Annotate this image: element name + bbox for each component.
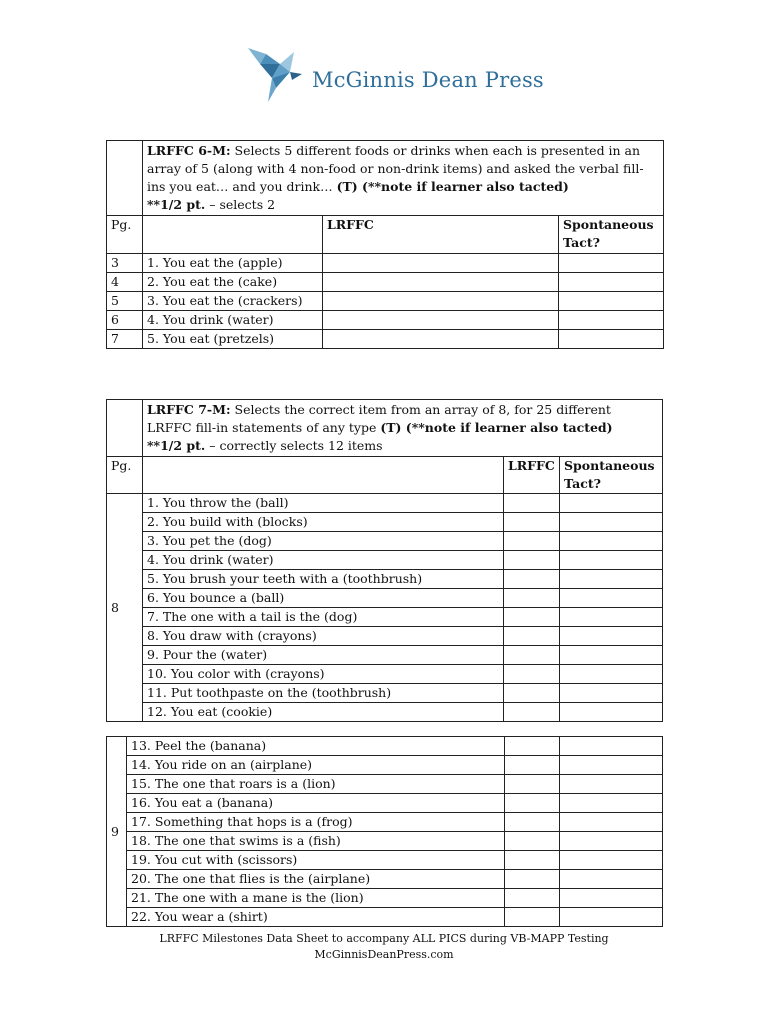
section-header-row (107, 141, 664, 216)
tact-check-cell (560, 889, 663, 908)
item-text: 21. The one with a mane is the (lion) (127, 889, 505, 908)
item-text: 6. You bounce a (ball) (143, 589, 504, 608)
table-row (107, 627, 663, 646)
tact-check-cell (560, 646, 663, 665)
brand-name: McGinnis Dean Press (312, 68, 544, 92)
table-row (107, 889, 663, 908)
tact-check-cell (560, 551, 663, 570)
item-text: 12. You eat (cookie) (143, 703, 504, 722)
brand-logo (246, 44, 544, 106)
item-text: 5. You brush your teeth with a (toothbrush) (143, 570, 504, 589)
item-text: 19. You cut with (scissors) (127, 851, 505, 870)
score-text: – correctly selects 12 items (205, 438, 383, 453)
lrffc-check-cell (323, 330, 559, 349)
tact-check-cell (560, 832, 663, 851)
lrffc-check-cell (323, 273, 559, 292)
column-header-row (107, 216, 664, 254)
tact-check-cell (560, 627, 663, 646)
table-row (107, 870, 663, 889)
item-text: 9. Pour the (water) (143, 646, 504, 665)
milestone-code: LRFFC 7-M: (147, 402, 231, 417)
tact-check-cell (560, 665, 663, 684)
tact-check-cell (559, 254, 664, 273)
page-number: 9 (107, 737, 127, 927)
table-row (107, 737, 663, 756)
page-number: 3 (107, 254, 143, 273)
page-number: 4 (107, 273, 143, 292)
tact-check-cell (560, 737, 663, 756)
tact-check-cell (559, 311, 664, 330)
lrffc-check-cell (504, 551, 560, 570)
col-item (143, 457, 504, 494)
item-text: 13. Peel the (banana) (127, 737, 505, 756)
item-text: 11. Put toothpaste on the (toothbrush) (143, 684, 504, 703)
milestone-note: (T) (**note if learner also tacted) (336, 179, 569, 194)
tact-check-cell (560, 813, 663, 832)
table-row (107, 794, 663, 813)
table-row (107, 684, 663, 703)
section-description (143, 400, 663, 457)
item-text: 2. You eat the (cake) (143, 273, 323, 292)
lrffc-check-cell (504, 513, 560, 532)
lrffc-check-cell (505, 813, 560, 832)
table-row (107, 775, 663, 794)
lrffc-check-cell (504, 532, 560, 551)
column-header-row (107, 457, 663, 494)
item-text: 8. You draw with (crayons) (143, 627, 504, 646)
lrffc-7m-table (106, 399, 663, 722)
table-row (107, 908, 663, 927)
item-text: 3. You eat the (crackers) (143, 292, 323, 311)
item-text: 4. You drink (water) (143, 551, 504, 570)
footer-url: McGinnisDeanPress.com (314, 948, 454, 961)
table-row (107, 851, 663, 870)
table-row (107, 646, 663, 665)
lrffc-check-cell (504, 665, 560, 684)
lrffc-6m-table (106, 140, 664, 349)
lrffc-check-cell (505, 908, 560, 927)
section-description (143, 141, 664, 216)
lrffc-check-cell (323, 292, 559, 311)
tact-check-cell (559, 292, 664, 311)
tact-check-cell (560, 608, 663, 627)
table-row (107, 570, 663, 589)
table-row (107, 589, 663, 608)
table-row (107, 292, 664, 311)
item-text: 17. Something that hops is a (frog) (127, 813, 505, 832)
item-text: 1. You eat the (apple) (143, 254, 323, 273)
lrffc-check-cell (505, 756, 560, 775)
page-number: 7 (107, 330, 143, 349)
lrffc-check-cell (504, 608, 560, 627)
page-number: 6 (107, 311, 143, 330)
tact-check-cell (560, 775, 663, 794)
item-text: 7. The one with a tail is the (dog) (143, 608, 504, 627)
lrffc-check-cell (505, 832, 560, 851)
col-pg: Pg. (107, 457, 143, 494)
section-header-row (107, 400, 663, 457)
lrffc-check-cell (505, 794, 560, 813)
lrffc-check-cell (505, 775, 560, 794)
lrffc-check-cell (323, 254, 559, 273)
lrffc-check-cell (323, 311, 559, 330)
item-text: 16. You eat a (banana) (127, 794, 505, 813)
tact-check-cell (560, 756, 663, 775)
lrffc-check-cell (504, 627, 560, 646)
item-text: 14. You ride on an (airplane) (127, 756, 505, 775)
lrffc-check-cell (505, 889, 560, 908)
tact-check-cell (560, 532, 663, 551)
page-number: 8 (107, 494, 143, 722)
lrffc-check-cell (505, 851, 560, 870)
lrffc-check-cell (504, 684, 560, 703)
item-text: 4. You drink (water) (143, 311, 323, 330)
lrffc-check-cell (504, 570, 560, 589)
lrffc-check-cell (504, 703, 560, 722)
col-pg: Pg. (107, 216, 143, 254)
item-text: 2. You build with (blocks) (143, 513, 504, 532)
tact-check-cell (560, 494, 663, 513)
table-row (107, 665, 663, 684)
footer-caption: LRFFC Milestones Data Sheet to accompany ALL PICS during VB-MAPP Testing (159, 932, 609, 945)
page-number: 5 (107, 292, 143, 311)
lrffc-check-cell (505, 870, 560, 889)
tact-check-cell (559, 273, 664, 292)
table-row (107, 756, 663, 775)
lrffc-check-cell (504, 494, 560, 513)
item-text: 20. The one that flies is the (airplane) (127, 870, 505, 889)
tact-check-cell (560, 570, 663, 589)
score-label: **1/2 pt. (147, 197, 206, 212)
table-row (107, 311, 664, 330)
col-lrffc: LRFFC (504, 457, 560, 494)
tact-check-cell (560, 794, 663, 813)
item-text: 5. You eat (pretzels) (143, 330, 323, 349)
score-text: – selects 2 (205, 197, 276, 212)
lrffc-check-cell (505, 737, 560, 756)
table-row (107, 813, 663, 832)
lrffc-check-cell (504, 646, 560, 665)
table-row (107, 494, 663, 513)
lrffc-7m-continued-table (106, 736, 663, 927)
table-row (107, 273, 664, 292)
tact-check-cell (559, 330, 664, 349)
milestone-code: LRFFC 6-M: (147, 143, 231, 158)
table-row (107, 513, 663, 532)
item-text: 18. The one that swims is a (fish) (127, 832, 505, 851)
item-text: 3. You pet the (dog) (143, 532, 504, 551)
tact-check-cell (560, 513, 663, 532)
col-lrffc: LRFFC (323, 216, 559, 254)
col-spontaneous-tact: Spontaneous Tact? (560, 457, 663, 494)
tact-check-cell (560, 851, 663, 870)
table-row (107, 330, 664, 349)
tact-check-cell (560, 703, 663, 722)
table-row (107, 254, 664, 273)
milestone-note: (T) (**note if learner also tacted) (380, 420, 613, 435)
tact-check-cell (560, 908, 663, 927)
score-label: **1/2 pt. (147, 438, 206, 453)
table-row (107, 551, 663, 570)
col-item (143, 216, 323, 254)
lrffc-check-cell (504, 589, 560, 608)
item-text: 15. The one that roars is a (lion) (127, 775, 505, 794)
table-row (107, 608, 663, 627)
item-text: 1. You throw the (ball) (143, 494, 504, 513)
milestone-text: Selects the correct item from an array of 8, for 25 different LRFFC fill-in statements of any type (147, 402, 611, 435)
tact-check-cell (560, 589, 663, 608)
item-text: 10. You color with (crayons) (143, 665, 504, 684)
origami-bird-icon (246, 44, 308, 106)
header-blank-cell (107, 141, 143, 216)
header-blank-cell (107, 400, 143, 457)
table-row (107, 532, 663, 551)
item-text: 22. You wear a (shirt) (127, 908, 505, 927)
milestone-text: Selects 5 different foods or drinks when each is presented in an array of 5 (along with 4 non-food or non-drink items) and asked the verbal fill-ins you eat… and you drink… (147, 143, 644, 194)
tact-check-cell (560, 684, 663, 703)
table-row (107, 703, 663, 722)
table-row (107, 832, 663, 851)
tact-check-cell (560, 870, 663, 889)
col-spontaneous-tact: Spontaneous Tact? (559, 216, 664, 254)
